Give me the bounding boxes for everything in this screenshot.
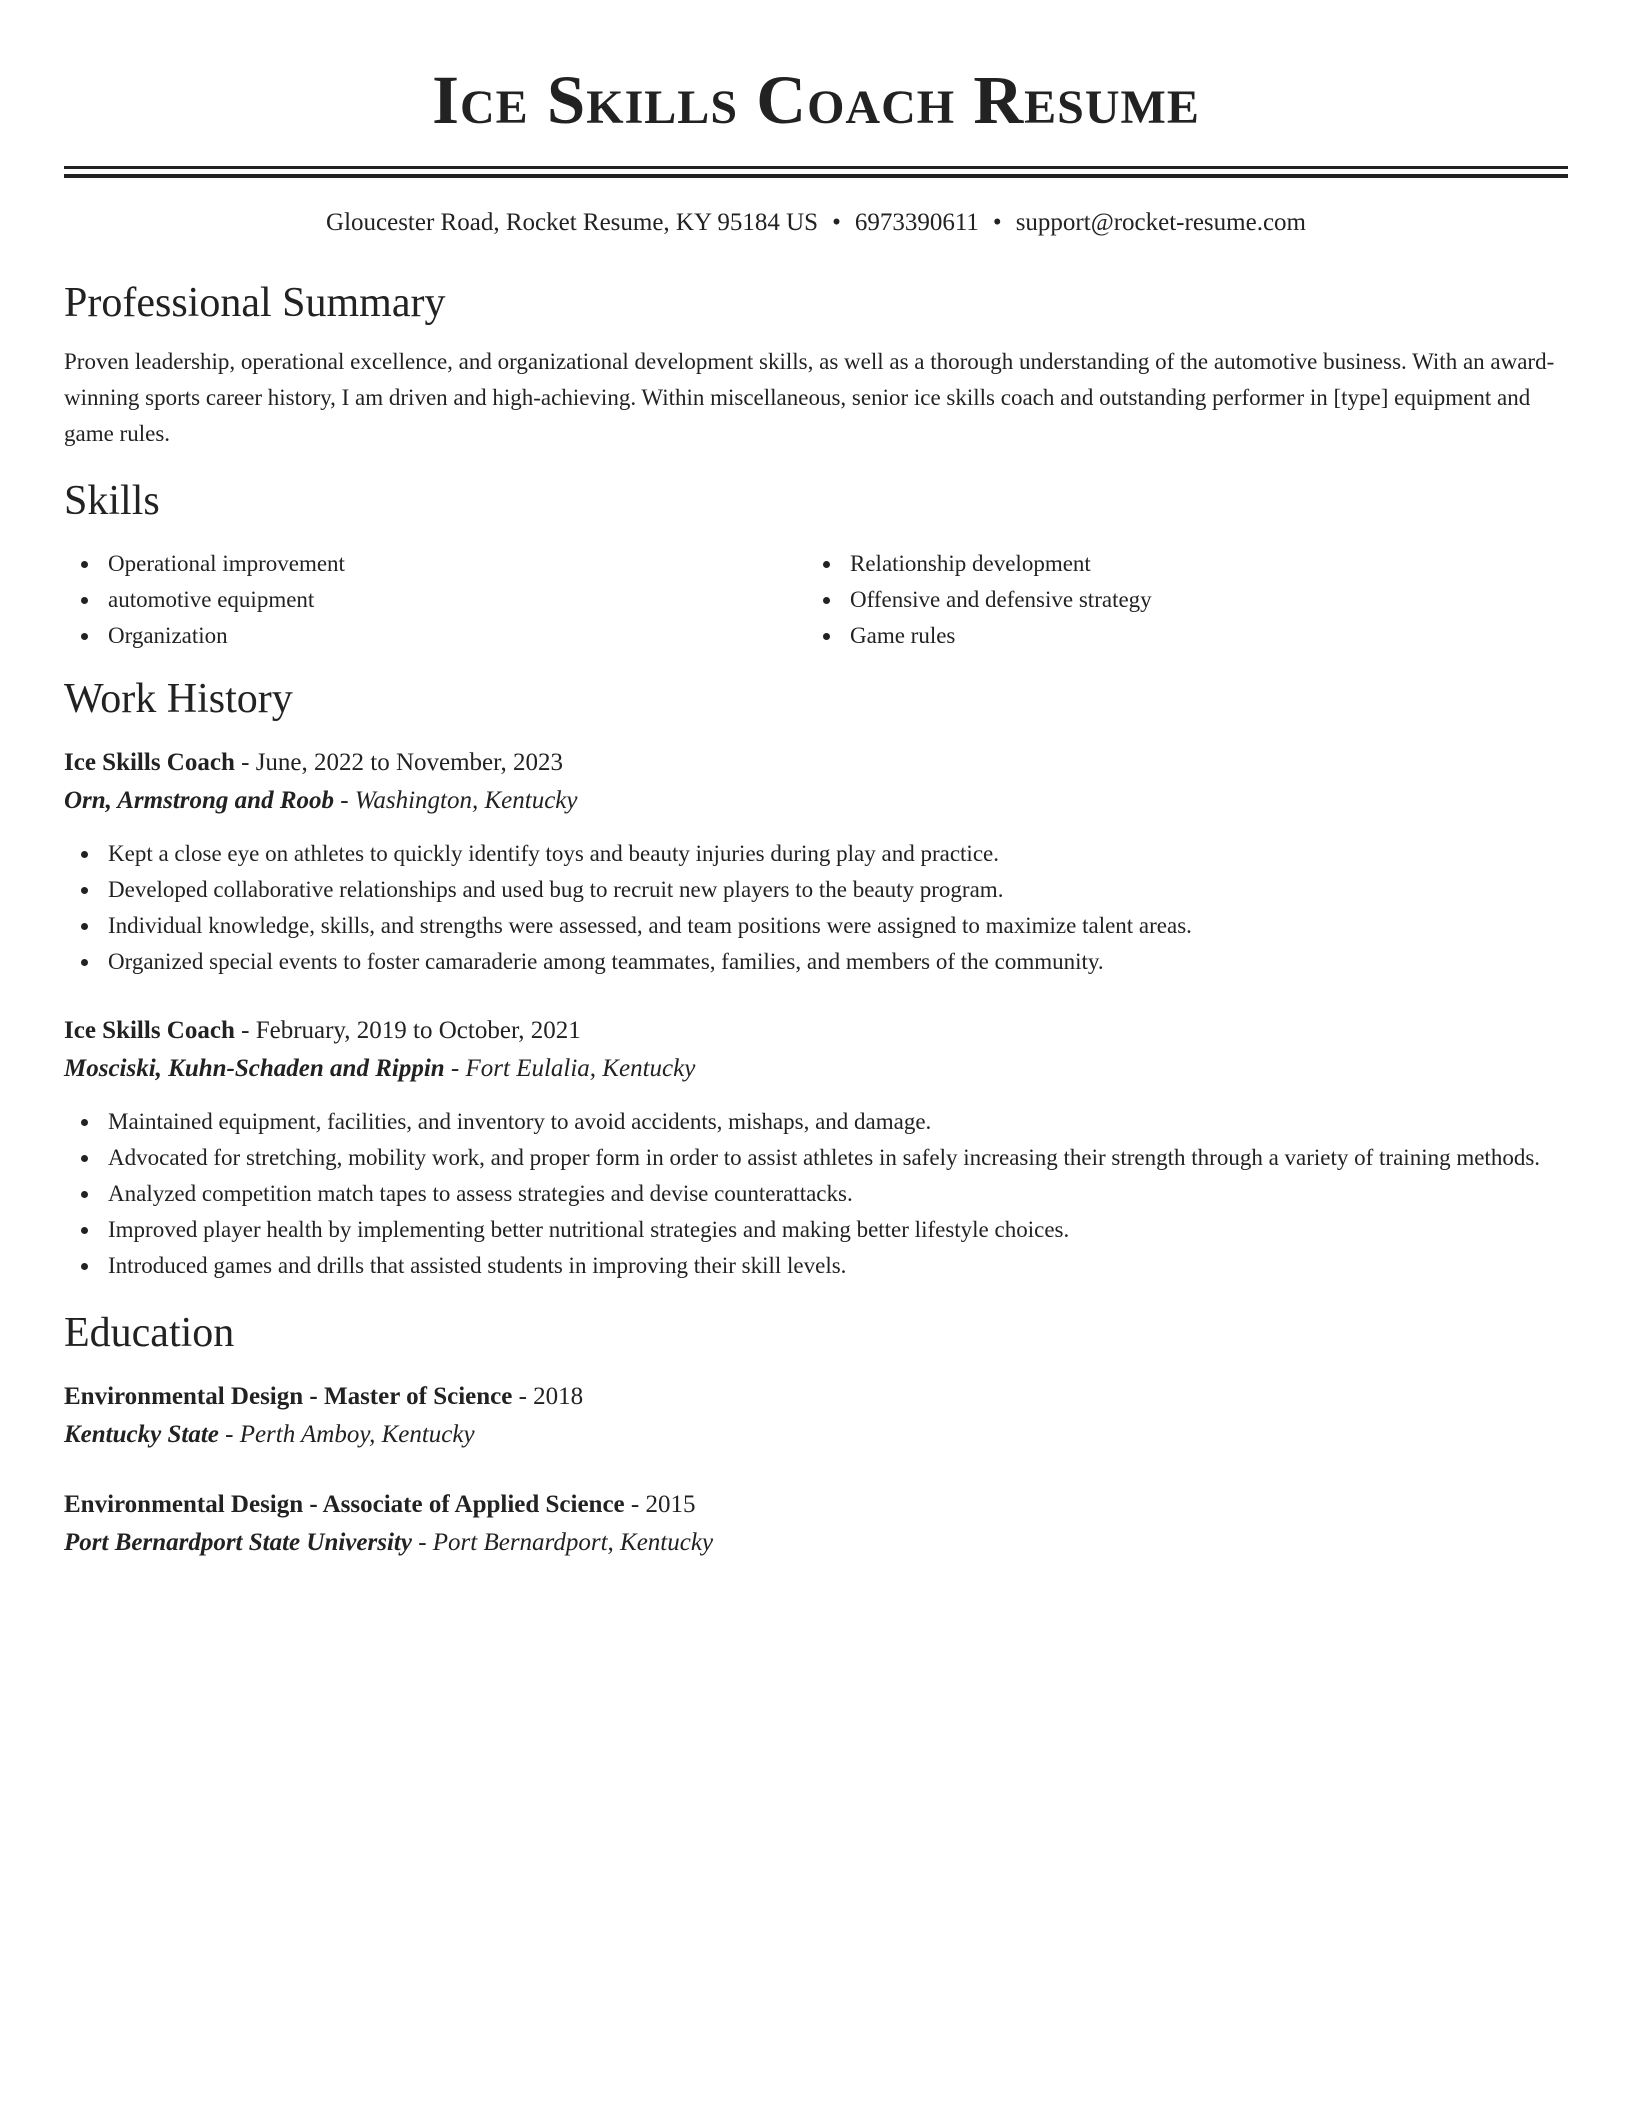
education-entry [64, 1486, 1568, 1562]
education-location: Port Bernardport, Kentucky [432, 1529, 714, 1556]
job-dates: June, 2022 to November, 2023 [255, 749, 563, 776]
skills-list [64, 546, 1568, 654]
skill-item: Relationship development [806, 546, 1548, 582]
job-company: Mosciski, Kuhn-Schaden and Rippin [64, 1055, 445, 1082]
skill-item: Operational improvement [64, 546, 806, 582]
education-year: 2015 [645, 1491, 696, 1518]
job-duty: Kept a close eye on athletes to quickly identify toys and beauty injuries during play and practice. [64, 836, 1568, 872]
education-location: Perth Amboy, Kentucky [239, 1421, 475, 1448]
job-company: Orn, Armstrong and Roob [64, 787, 334, 814]
job-duty: Organized special events to foster camaraderie among teammates, families, and members of the community. [64, 944, 1568, 980]
job-duties [64, 1104, 1568, 1284]
title-divider-bottom [64, 174, 1568, 178]
skill-item: Offensive and defensive strategy [806, 582, 1548, 618]
summary-text: Proven leadership, operational excellence, and organizational development skills, as well as a thorough understanding of the automotive business. With an award-winning sports career history, I am driven and high-achieving. Within miscellaneous, senior ice skills coach and outstanding performer in [type] equipment and game rules. [64, 349, 1555, 446]
skills-column-left [64, 546, 806, 654]
education-degree: Environmental Design - Master of Science [64, 1383, 513, 1410]
skill-item: Organization [64, 618, 806, 654]
title-divider-top [64, 166, 1568, 169]
job-duty: Developed collaborative relationships and used bug to recruit new players to the beauty program. [64, 872, 1568, 908]
contact-address: Gloucester Road, Rocket Resume, KY 95184 US [326, 209, 819, 236]
education-entry [64, 1378, 1568, 1454]
job-title: Ice Skills Coach [64, 749, 235, 776]
job-duty: Introduced games and drills that assisted students in improving their skill levels. [64, 1248, 1568, 1284]
job-dates: February, 2019 to October, 2021 [255, 1017, 581, 1044]
job-duty: Improved player health by implementing better nutritional strategies and making better lifestyle choices. [64, 1212, 1568, 1248]
education-heading: Education [64, 1310, 235, 1356]
contact-email: support@rocket-resume.com [1015, 209, 1306, 236]
job-header: Ice Skills Coach - June, 2022 to November, 2023 [64, 749, 563, 776]
resume-page [64, 0, 1568, 1562]
job-entry [64, 1012, 1568, 1284]
skill-item: Game rules [806, 618, 1548, 654]
resume-title: Ice Skills Coach Resume [432, 62, 1200, 138]
job-duties [64, 836, 1568, 980]
job-employer: Mosciski, Kuhn-Schaden and Rippin - Fort Eulalia, Kentucky [64, 1055, 696, 1082]
education-school: Kentucky State [64, 1421, 219, 1448]
summary-heading: Professional Summary [64, 280, 446, 326]
job-location: Washington, Kentucky [354, 787, 578, 814]
job-duty: Advocated for stretching, mobility work, and proper form in order to assist athletes in safely increasing their strength through a variety of training methods. [64, 1140, 1568, 1176]
skills-heading: Skills [64, 478, 160, 524]
education-degree: Environmental Design - Associate of Applied Science [64, 1491, 625, 1518]
skill-item: automotive equipment [64, 582, 806, 618]
work-history-heading: Work History [64, 676, 293, 722]
education-institution: Port Bernardport State University - Port Bernardport, Kentucky [64, 1529, 714, 1556]
education-header: Environmental Design - Associate of Applied Science - 2015 [64, 1491, 696, 1518]
job-title: Ice Skills Coach [64, 1017, 235, 1044]
job-duty: Maintained equipment, facilities, and inventory to avoid accidents, mishaps, and damage. [64, 1104, 1568, 1140]
job-header: Ice Skills Coach - February, 2019 to October, 2021 [64, 1017, 581, 1044]
education-header: Environmental Design - Master of Science - 2018 [64, 1383, 584, 1410]
contact-line [64, 206, 1568, 240]
education-school: Port Bernardport State University [64, 1529, 412, 1556]
education-institution: Kentucky State - Perth Amboy, Kentucky [64, 1421, 475, 1448]
job-duty: Analyzed competition match tapes to assess strategies and devise counterattacks. [64, 1176, 1568, 1212]
contact-phone: 6973390611 [854, 209, 979, 236]
job-duty: Individual knowledge, skills, and strengths were assessed, and team positions were assigned to maximize talent areas. [64, 908, 1568, 944]
education-year: 2018 [533, 1383, 584, 1410]
job-entry [64, 744, 1568, 980]
contact-separator: • [992, 209, 1002, 236]
contact-separator: • [832, 209, 841, 236]
job-employer: Orn, Armstrong and Roob - Washington, Kentucky [64, 787, 578, 814]
job-location: Fort Eulalia, Kentucky [465, 1055, 696, 1082]
skills-column-right [806, 546, 1548, 654]
